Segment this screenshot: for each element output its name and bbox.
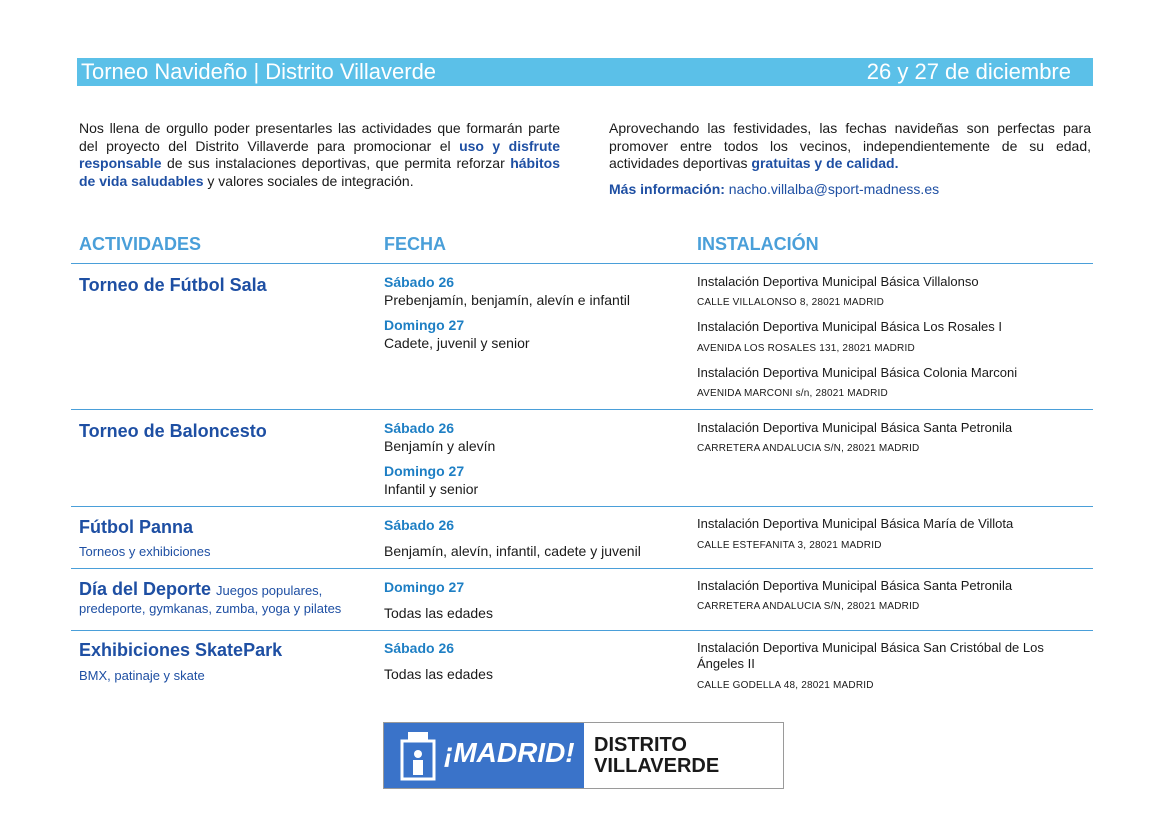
age-categories: Cadete, juvenil y senior bbox=[384, 335, 530, 351]
header-venue: INSTALACIÓN bbox=[697, 234, 819, 254]
intro-right-text-1: Aprovechando las festividades, las fechas navideñas son perfectas para promover entre todos los vecinos, independientemente de su edad, actividades deportivas bbox=[609, 120, 1091, 171]
intro-paragraph-right bbox=[609, 120, 1091, 198]
madrid-wordmark: ¡MADRID! bbox=[444, 737, 575, 768]
madrid-logo-panel bbox=[384, 723, 584, 788]
date-day: Domingo 27 bbox=[384, 317, 465, 333]
more-info bbox=[609, 181, 1091, 199]
activity-title-note: Juegos populares, bbox=[216, 583, 323, 598]
madrid-villaverde-logo bbox=[383, 722, 784, 789]
venue-address: CALLE VILLALONSO 8, 28021 MADRID bbox=[697, 297, 885, 308]
table-divider bbox=[71, 409, 1093, 410]
district-name bbox=[594, 735, 719, 777]
title-banner bbox=[77, 58, 1093, 86]
age-categories: Benjamín y alevín bbox=[384, 438, 496, 454]
venue-address: CALLE ESTEFANITA 3, 28021 MADRID bbox=[697, 540, 882, 551]
venue-name: Instalación Deportiva Municipal Básica Los Rosales I bbox=[697, 319, 1002, 334]
date-day: Sábado 26 bbox=[384, 640, 455, 656]
activity-title: Fútbol Panna bbox=[79, 517, 193, 537]
activity-title: Torneo de Baloncesto bbox=[79, 421, 267, 441]
venue-address: CARRETERA ANDALUCIA S/N, 28021 MADRID bbox=[697, 443, 920, 454]
activity-title: Exhibiciones SkatePark bbox=[79, 640, 283, 660]
date-day: Sábado 26 bbox=[384, 274, 455, 290]
intro-right-highlight-1: gratuitas y de calidad. bbox=[751, 155, 899, 171]
activity-title bbox=[79, 579, 322, 600]
table-divider bbox=[71, 630, 1093, 631]
date-day: Domingo 27 bbox=[384, 579, 465, 595]
intro-left-text-2: de sus instalaciones deportivas, que permita reforzar bbox=[161, 155, 511, 171]
venue-name: Instalación Deportiva Municipal Básica Santa Petronila bbox=[697, 420, 1013, 435]
venue-address: AVENIDA LOS ROSALES 131, 28021 MADRID bbox=[697, 343, 915, 354]
activity-title-main: Día del Deporte bbox=[79, 579, 212, 599]
table-divider bbox=[71, 568, 1093, 569]
activity-subtitle: Torneos y exhibiciones bbox=[79, 544, 211, 559]
venue-name: Instalación Deportiva Municipal Básica Villalonso bbox=[697, 274, 979, 289]
madrid-crest-icon bbox=[390, 723, 446, 788]
activity-subtitle: BMX, patinaje y skate bbox=[79, 668, 205, 683]
age-categories: Infantil y senior bbox=[384, 481, 479, 497]
intro-left-highlight-2: hábitos de vida saludables bbox=[79, 155, 560, 189]
table-divider bbox=[71, 263, 1093, 264]
venue-name: Instalación Deportiva Municipal Básica Colonia Marconi bbox=[697, 365, 1018, 380]
venue-name: Instalación Deportiva Municipal Básica San Cristóbal de Los Ángeles II bbox=[697, 640, 1044, 671]
district-line-1: DISTRITO bbox=[594, 734, 687, 756]
district-line-2: VILLAVERDE bbox=[594, 755, 720, 777]
venue-name: Instalación Deportiva Municipal Básica Santa Petronila bbox=[697, 578, 1013, 593]
date-day: Domingo 27 bbox=[384, 463, 465, 479]
venue-address: CARRETERA ANDALUCIA S/N, 28021 MADRID bbox=[697, 601, 920, 612]
age-categories: Todas las edades bbox=[384, 605, 493, 621]
age-categories: Todas las edades bbox=[384, 666, 493, 682]
age-categories: Benjamín, alevín, infantil, cadete y juvenil bbox=[384, 543, 641, 559]
venue-name: Instalación Deportiva Municipal Básica María de Villota bbox=[697, 516, 1014, 531]
event-title: Torneo Navideño | Distrito Villaverde bbox=[81, 59, 437, 84]
more-info-label: Más información: bbox=[609, 180, 725, 197]
intro-left-highlight-1: uso y disfrute responsable bbox=[79, 137, 560, 171]
venue-address: AVENIDA MARCONI s/n, 28021 MADRID bbox=[697, 388, 888, 399]
contact-email-link[interactable]: nacho.villalba@sport-madness.es bbox=[728, 180, 940, 197]
date-day: Sábado 26 bbox=[384, 420, 455, 436]
header-date: FECHA bbox=[384, 234, 446, 254]
age-categories: Prebenjamín, benjamín, alevín e infantil bbox=[384, 292, 630, 308]
intro-left-text-1: Nos llena de orgullo poder presentarles las actividades que formarán parte del proyecto del Distrito Villaverde para promocionar el bbox=[79, 120, 560, 154]
header-activities: ACTIVIDADES bbox=[79, 234, 202, 254]
intro-paragraph-left bbox=[79, 120, 560, 190]
date-day: Sábado 26 bbox=[384, 517, 455, 533]
activity-title: Torneo de Fútbol Sala bbox=[79, 275, 267, 295]
event-dates: 26 y 27 de diciembre bbox=[866, 59, 1071, 84]
activity-subtitle: predeporte, gymkanas, zumba, yoga y pilates bbox=[79, 601, 342, 616]
intro-left-text-3: y valores sociales de integración. bbox=[203, 172, 414, 189]
venue-address: CALLE GODELLA 48, 28021 MADRID bbox=[697, 680, 874, 691]
table-divider bbox=[71, 506, 1093, 507]
